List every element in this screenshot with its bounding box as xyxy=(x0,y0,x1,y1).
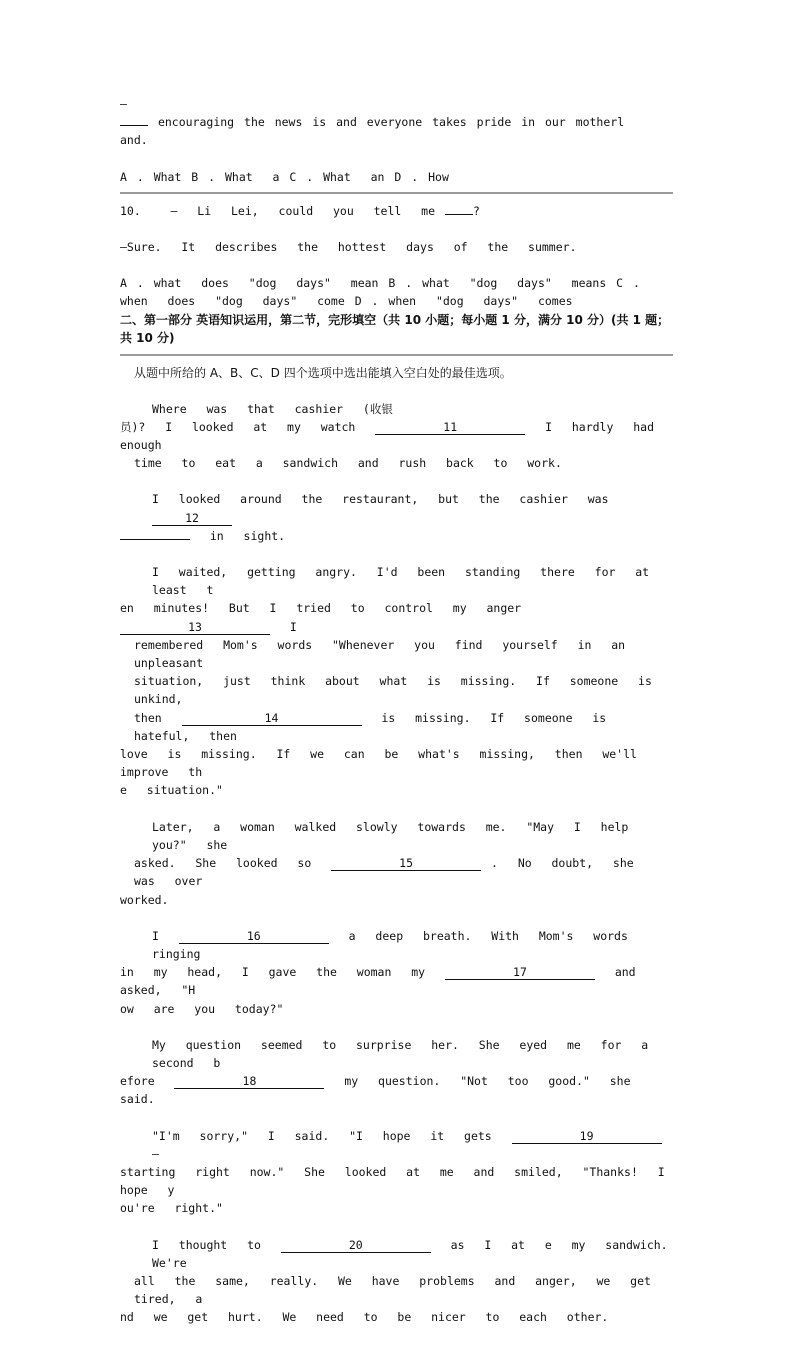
blank-20[interactable]: 20 xyxy=(281,1238,431,1253)
divider xyxy=(120,192,673,194)
blank-17[interactable]: 17 xyxy=(445,965,595,980)
blank-12-cont[interactable] xyxy=(120,539,190,540)
q9-stem-text: encouraging the news is and everyone takes pride in our motherl xyxy=(157,115,625,130)
q10-answer-line: —Sure. It describes the hottest days of the summer. xyxy=(120,240,577,255)
q10-answer-blank[interactable] xyxy=(445,214,473,215)
passage-line: en minutes! But I tried to control my anger 13 I xyxy=(120,601,522,634)
passage-line: worked. xyxy=(120,892,169,907)
blank-11[interactable]: 11 xyxy=(375,420,525,435)
passage-paragraph-4 xyxy=(120,818,673,909)
passage-paragraph-3 xyxy=(120,563,673,800)
section-heading: 二、第一部分 英语知识运用，第二节，完形填空（共 10 小题；每小题 1 分，满分 10 分）(共 1 题；共 10 分) xyxy=(120,312,670,346)
passage-line: 员)? I looked at my watch 11 I hardly had enough xyxy=(120,419,674,453)
passage-line: asked. She looked so 15 . No doubt, she was over xyxy=(134,856,654,889)
passage-paragraph-5 xyxy=(120,927,673,1018)
q10-stem xyxy=(120,202,673,220)
q9-answer-blank[interactable] xyxy=(120,125,148,126)
section-instruction: 从题中所给的 A、B、C、D 四个选项中选出能填入空白处的最佳选项。 xyxy=(134,365,512,380)
blank-19[interactable]: 19 xyxy=(512,1129,662,1144)
passage-paragraph-7 xyxy=(120,1127,685,1218)
passage-line: "I'm sorry," I said. "I hope it gets 19 — xyxy=(120,1127,673,1163)
blank-15[interactable]: 15 xyxy=(331,856,481,871)
passage-line: I 16 a deep breath. With Mom's words ringing xyxy=(152,928,648,961)
q9-options: A . What B . What a C . What an D . How xyxy=(120,169,449,184)
passage-line: situation, just think about what is missing. If someone is unkind, xyxy=(134,674,672,707)
q9-stem-line2: and. xyxy=(120,133,148,148)
passage-line: time to eat a sandwich and rush back to work. xyxy=(134,456,562,471)
q10-stem-suffix: ? xyxy=(472,203,480,218)
passage-line: I looked around the restaurant, but the cashier was 12 xyxy=(152,492,609,525)
blank-12[interactable]: 12 xyxy=(152,511,232,526)
passage-line: ou're right." xyxy=(120,1201,223,1216)
document-page xyxy=(120,95,688,1345)
passage-line: in my head, I gave the woman my 17 and asked, "H xyxy=(120,965,656,998)
blank-13[interactable]: 13 xyxy=(120,620,270,635)
q9-dash-line xyxy=(120,95,673,113)
passage-line: I waited, getting angry. I'd been standing there for at least t xyxy=(152,565,669,598)
passage-line: in sight. xyxy=(120,527,673,545)
passage-line: Later, a woman walked slowly towards me. "May I help you?" she xyxy=(152,819,649,852)
passage-paragraph-8 xyxy=(120,1236,688,1327)
q10-options-2: when does "dog days" come D . when "dog days" comes xyxy=(120,294,573,309)
passage-line: My question seemed to surprise her. She eyed me for a second b xyxy=(152,1037,669,1070)
blank-18[interactable]: 18 xyxy=(174,1074,324,1089)
passage-paragraph-2 xyxy=(120,490,673,545)
q9-stem-line xyxy=(120,113,673,131)
blank-14[interactable]: 14 xyxy=(182,711,362,726)
passage-line: all the same, really. We have problems and anger, we get tired, a xyxy=(134,1273,671,1307)
passage-line: I thought to 20 as I at e my sandwich. We're xyxy=(152,1237,688,1270)
passage-line: Where was that cashier (收银 xyxy=(152,401,393,416)
passage-line: starting right now." She looked at me and smiled, "Thanks! I hope y xyxy=(120,1164,685,1198)
q10-options-1: A . what does "dog days" mean B . what "dog days" means C . xyxy=(120,276,640,291)
q9-dash: — xyxy=(120,97,127,111)
blank-16[interactable]: 16 xyxy=(179,929,329,944)
passage-line: remembered Mom's words "Whenever you find yourself in an unpleasant xyxy=(134,637,645,671)
passage-line: then 14 is missing. If someone is hateful, then xyxy=(134,710,627,743)
passage-paragraph-1 xyxy=(120,400,673,473)
passage-line: efore 18 my question. "Not too good." she said. xyxy=(120,1074,651,1107)
passage-paragraph-6 xyxy=(120,1036,673,1109)
passage-line: e situation." xyxy=(120,783,223,798)
passage-line: love is missing. If we can be what's missing, then we'll improve th xyxy=(120,747,657,780)
q10-stem-text: 10. — Li Lei, could you tell me xyxy=(120,203,436,218)
passage-line: nd we get hurt. We need to be nicer to each other. xyxy=(120,1310,609,1325)
passage-line: ow are you today?" xyxy=(120,1001,284,1016)
divider xyxy=(120,354,673,356)
